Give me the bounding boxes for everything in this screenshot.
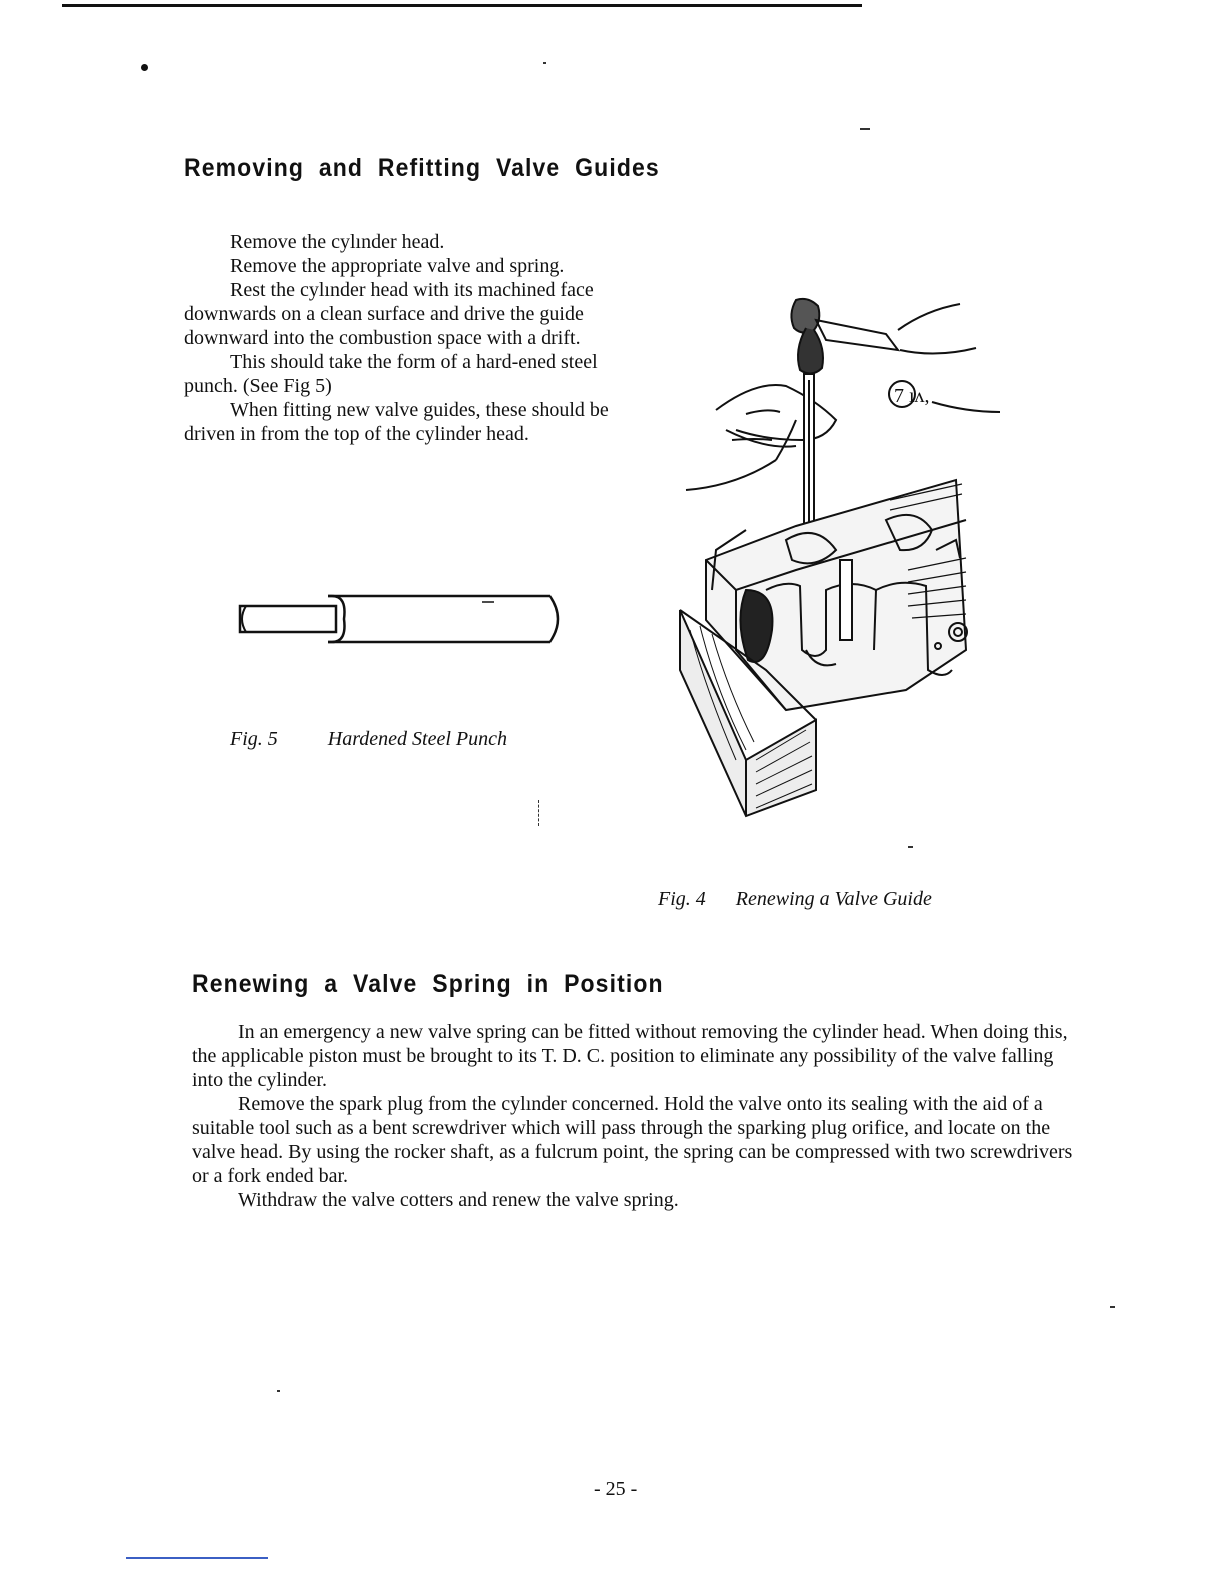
bottom-rule: [126, 1557, 268, 1559]
paragraph: Remove the cylınder head.: [230, 231, 445, 253]
fig5-number: Fig. 5: [230, 728, 278, 750]
valve-spring-instructions: [192, 1020, 1084, 1212]
fig4-caption: [658, 888, 932, 911]
speck: [277, 1390, 280, 1392]
paragraph: When fitting new valve guides, these should be driven in from the top of the cylinder head.: [184, 399, 609, 445]
section-title-valve-spring: Renewing a Valve Spring in Position: [192, 970, 664, 998]
handwritten-note: 7 ıʌ,: [894, 385, 930, 407]
paragraph: Remove the spark plug from the cylınder concerned. Hold the valve onto its sealing with the aid of a suitable tool such as a bent screwdriver which will pass through the sparking plug orifice, and locate on the valve head. By using the rocker shaft, as a fulcrum point, the spring can be compressed with two screwdrivers or a fork ended bar.: [192, 1093, 1073, 1187]
speck: [1110, 1306, 1115, 1308]
speck: [538, 800, 541, 826]
fig5-caption: [230, 728, 507, 751]
paragraph: In an emergency a new valve spring can be fitted without removing the cylinder head. When doing this, the applicable piston must be brought to its T. D. C. position to eliminate any possibility of the valve falling into the cylinder.: [192, 1021, 1068, 1091]
section-title-valve-guides: Removing and Refitting Valve Guides: [184, 154, 660, 182]
fig4-number: Fig. 4: [658, 888, 706, 910]
speck: [543, 62, 546, 64]
paragraph: This should take the form of a hard-ened steel punch. (See Fig 5): [184, 351, 598, 397]
fig5-title: Hardened Steel Punch: [327, 728, 507, 750]
valve-guide-renewal-illustration: [676, 290, 1006, 820]
fig4-title: Renewing a Valve Guide: [735, 888, 932, 910]
paragraph: Remove the appropriate valve and spring.: [230, 255, 565, 277]
steel-punch-illustration: [232, 588, 572, 648]
valve-guides-instructions: [184, 230, 624, 446]
punch-hole-mark: [141, 64, 148, 71]
speck: [908, 846, 913, 848]
speck: [860, 128, 870, 130]
page-number: - 25 -: [594, 1478, 638, 1500]
paragraph: Withdraw the valve cotters and renew the valve spring.: [238, 1189, 679, 1211]
paragraph: Rest the cylınder head with its machined face downwards on a clean surface and drive the guide downward into the combustion space with a drift.: [184, 279, 594, 349]
top-rule: [62, 4, 862, 7]
